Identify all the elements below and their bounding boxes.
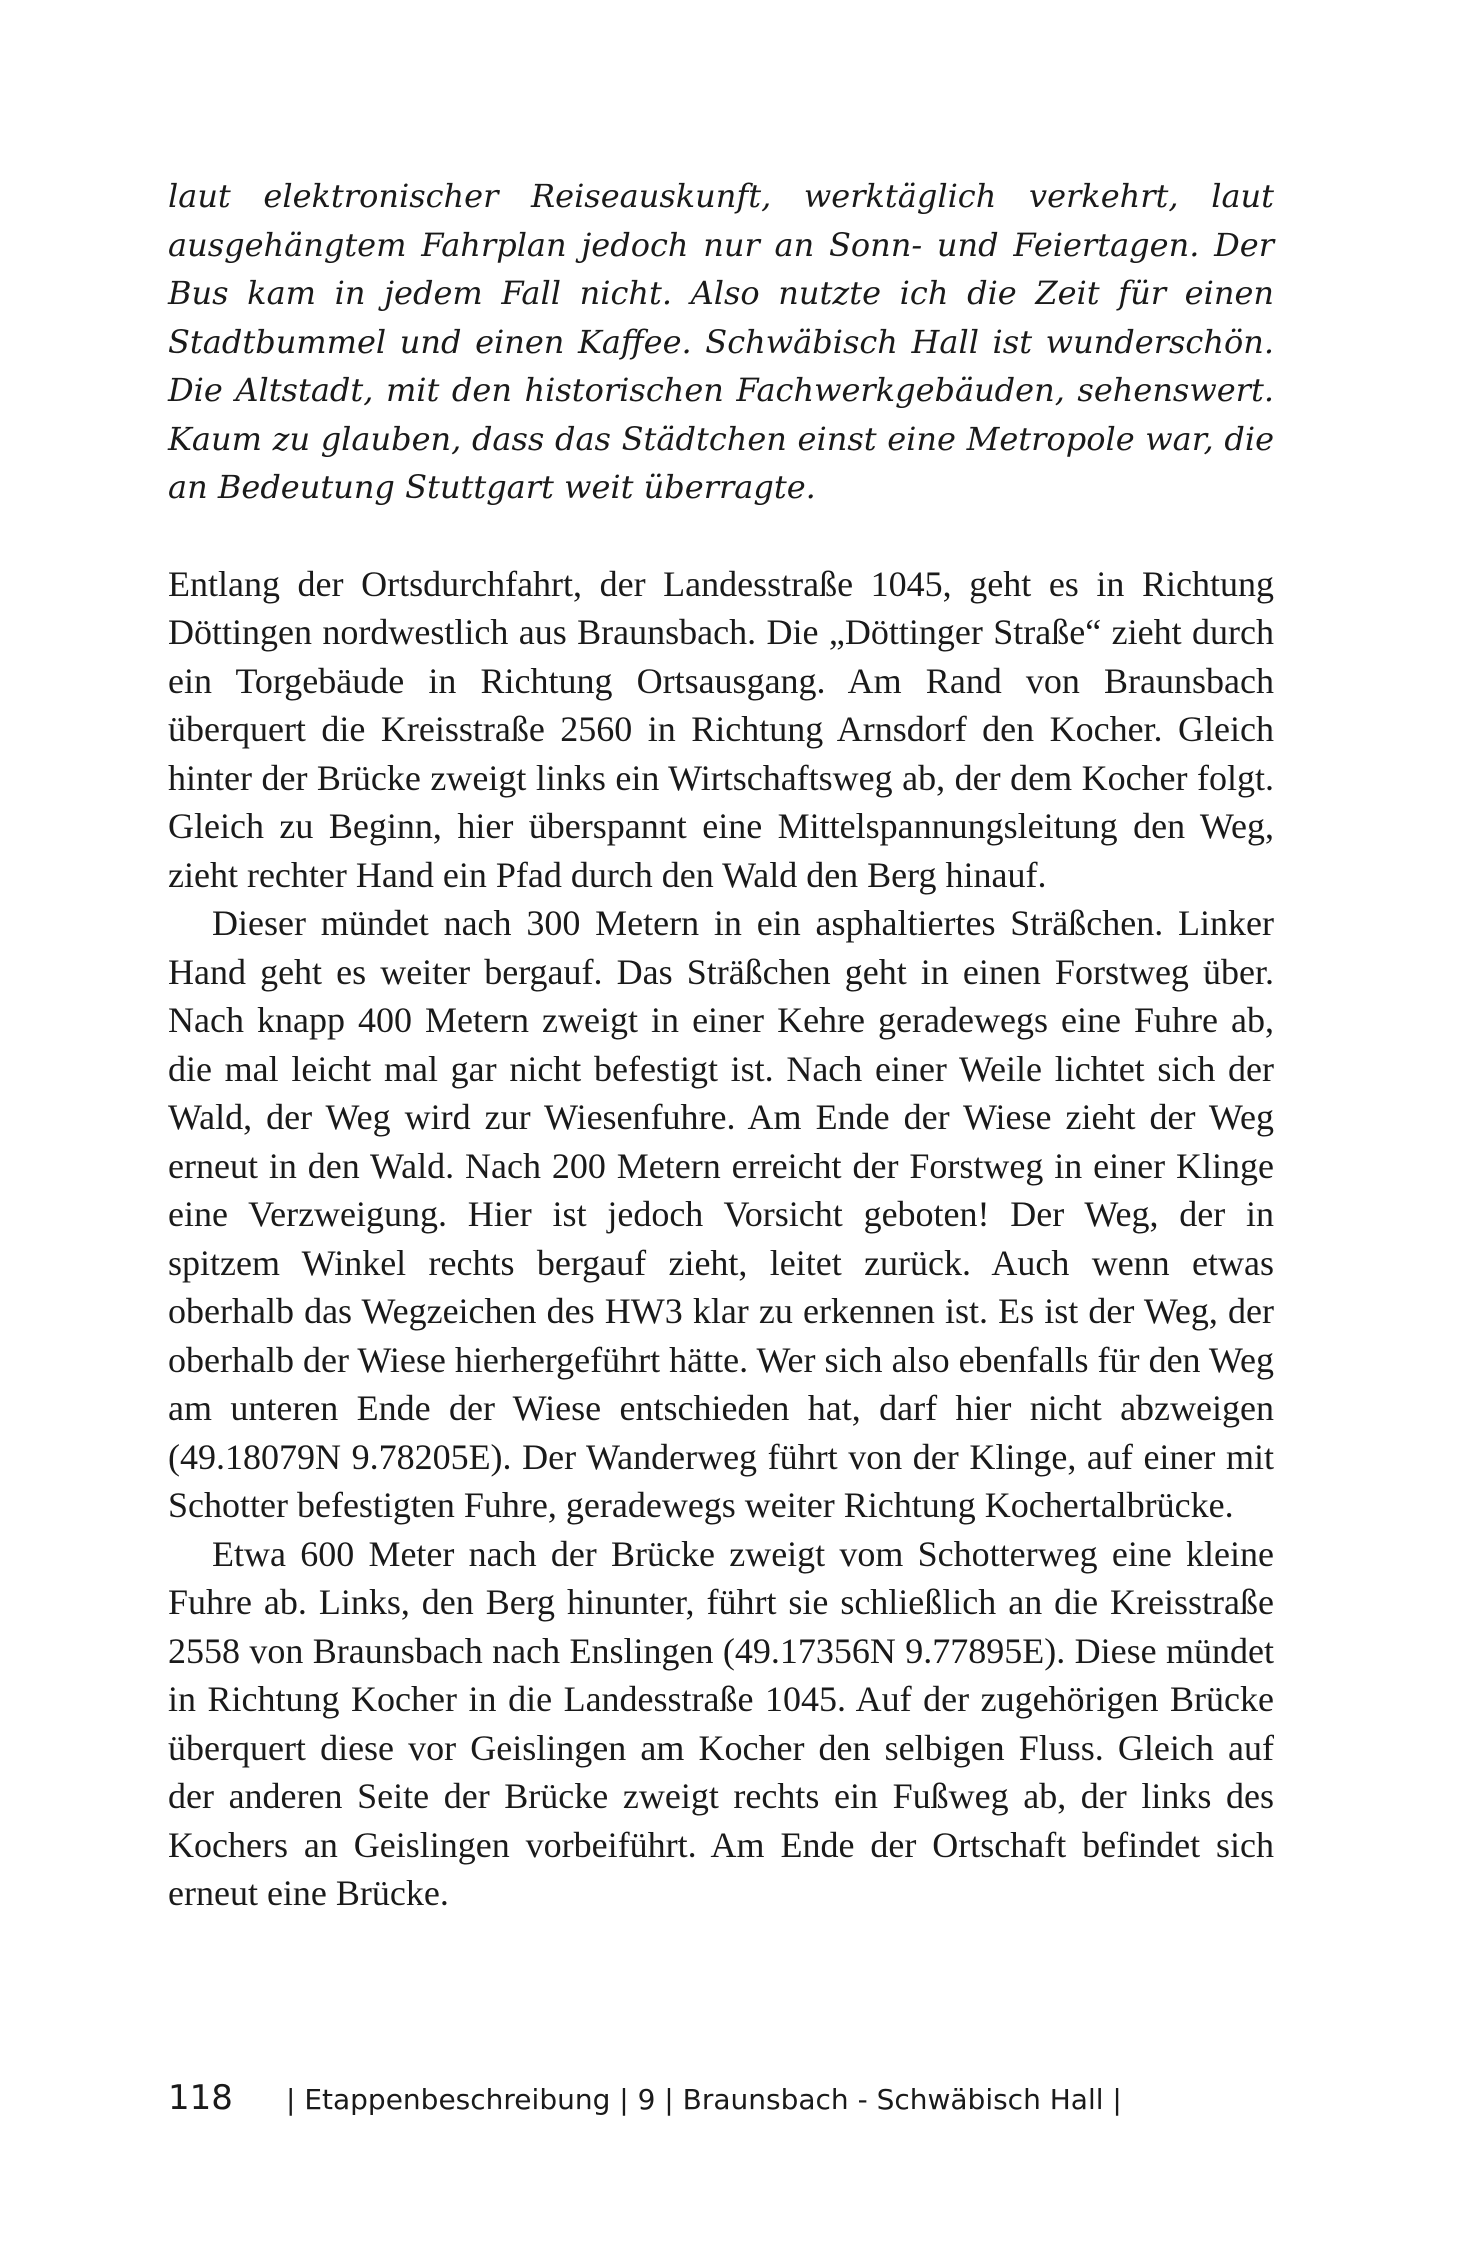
paragraph-2: Dieser mündet nach 300 Metern in ein asphaltiertes Sträßchen. Linker Hand geht es weiter bergauf. Das Sträßchen geht in einen Forstweg über. Nach knapp 400 Metern zweigt in einer Kehre geradewegs eine Fuhre ab, die mal leicht mal gar nicht befestigt ist. Nach einer Weile lichtet sich der Wald, der Weg wird zur Wiesenfuhre. Am Ende der Wiese zieht der Weg erneut in den Wald. Nach 200 Metern erreicht der Forstweg in einer Klinge eine Verzweigung. Hier ist jedoch Vorsicht geboten! Der Weg, der in spitzem Winkel rechts bergauf zieht, leitet zurück. Auch wenn etwas oberhalb das Wegzeichen des HW3 klar zu erkennen ist. Es ist der Weg, der oberhalb der Wiese hierhergeführt hätte. Wer sich also ebenfalls für den Weg am unteren Ende der Wiese entschieden hat, darf hier nicht abzweigen (49.18079N 9.78205E). Der Wanderweg führt von der Klinge, auf einer mit Schotter befestigten Fuhre, geradewegs weiter Richtung Kochertalbrücke. (168, 903, 1274, 1525)
page-footer (168, 2078, 1274, 2126)
paragraph-3: Etwa 600 Meter nach der Brücke zweigt vom Schotterweg eine kleine Fuhre ab. Links, den Berg hinunter, führt sie schließlich an die Kreisstraße 2558 von Braunsbach nach Enslingen (49.17356N 9.77895E). Diese mündet in Richtung Kocher in die Landesstraße 1045. Auf der zugehörigen Brücke überquert diese vor Geislingen am Kocher den selbigen Fluss. Gleich auf der anderen Seite der Brücke zweigt rechts ein Fußweg ab, der links des Kochers an Geislingen vorbeiführt. Am Ende der Ortschaft befindet sich erneut eine Brücke. (168, 1533, 1274, 1913)
page-number: 118 (168, 2078, 233, 2118)
running-head: | Etappenbeschreibung | 9 | Braunsbach - Schwäbisch Hall | (286, 2083, 1122, 2116)
italic-paragraph: laut elektronischer Reiseauskunft, werktäglich verkehrt, laut ausgehängtem Fahrplan jedoch nur an Sonn- und Feiertagen. Der Bus kam in jedem Fall nicht. Also nutzte ich die Zeit für einen Stadtbummel und einen Kaffee. Schwäbisch Hall ist wunderschön. Die Altstadt, mit den historischen Fachwerkgebäuden, sehenswert. Kaum zu glauben, dass das Städtchen einst eine Metropole war, die an Bedeutung Stuttgart weit überragte. (168, 177, 1274, 506)
paragraph-1: Entlang der Ortsdurchfahrt, der Landesstraße 1045, geht es in Richtung Döttingen nordwestlich aus Braunsbach. Die „Döttinger Straße“ zieht durch ein Torgebäude in Richtung Ortsausgang. Am Rand von Braunsbach überquert die Kreisstraße 2560 in Richtung Arnsdorf den Kocher. Gleich hinter der Brücke zweigt links ein Wirtschaftsweg ab, der dem Kocher folgt. Gleich zu Beginn, hier überspannt eine Mittelspannungsleitung den Weg, zieht rechter Hand ein Pfad durch den Wald den Berg hinauf. (168, 563, 1274, 895)
page-body (168, 172, 1274, 1918)
